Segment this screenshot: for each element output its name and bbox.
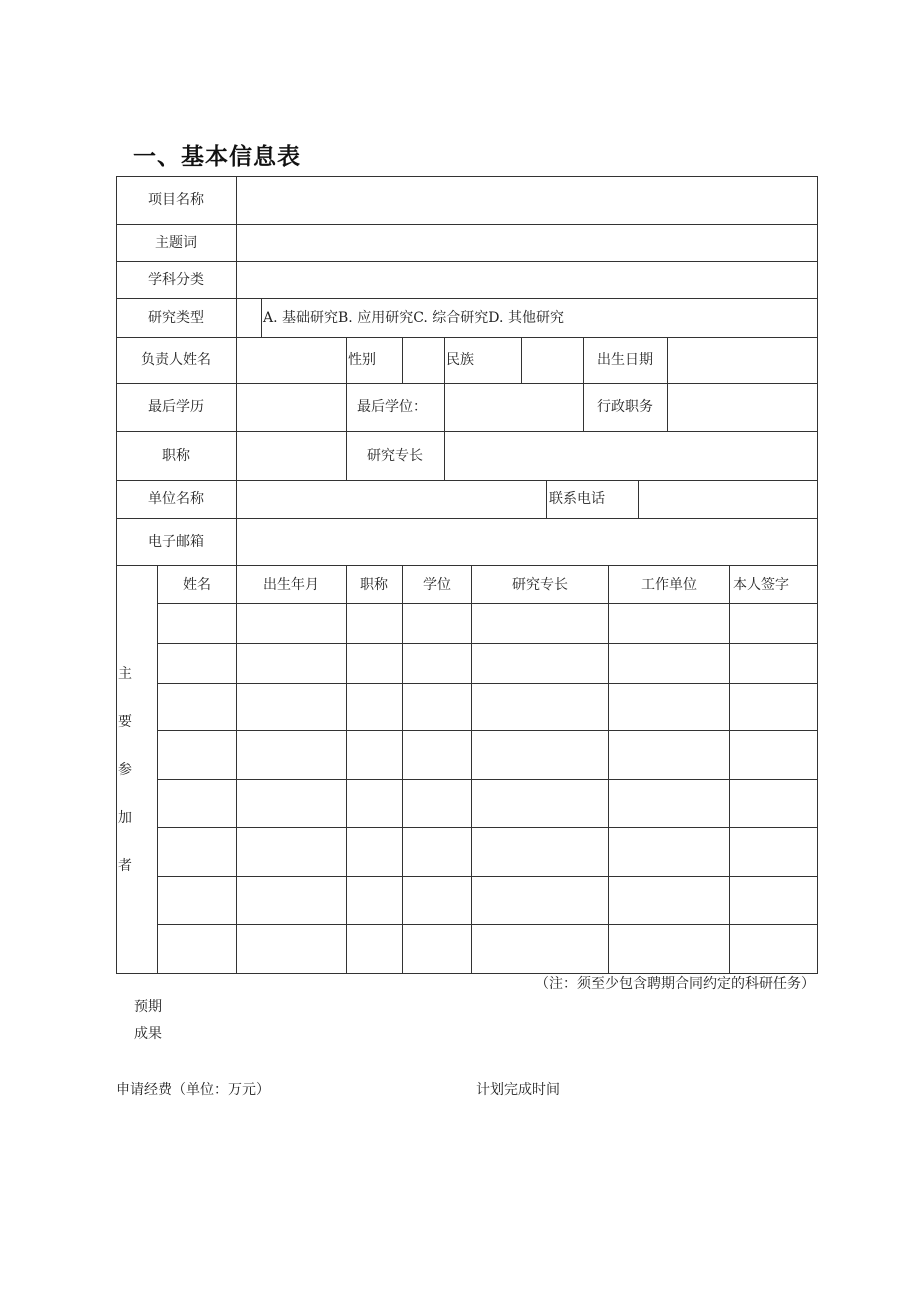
participants-label-char: 要 (118, 714, 132, 730)
email-input[interactable] (237, 519, 817, 565)
participants-label-char: 者 (118, 858, 132, 874)
research-type-options[interactable]: A. 基础研究B. 应用研究C. 综合研究D. 其他研究 (263, 310, 564, 326)
admin-position-input[interactable] (668, 384, 817, 431)
research-specialty-input[interactable] (445, 432, 817, 480)
contact-phone-input[interactable] (639, 481, 817, 518)
gender-input[interactable] (403, 338, 444, 383)
ethnicity-input[interactable] (522, 338, 583, 383)
discipline-input[interactable] (237, 262, 817, 298)
participants-table-body[interactable] (158, 604, 817, 973)
column-header-workplace: 工作单位 (641, 577, 697, 593)
leader-name-input[interactable] (237, 338, 346, 383)
organization-input[interactable] (237, 481, 546, 518)
planned-completion-label: 计划完成时间 (476, 1082, 560, 1098)
label-email: 电子邮箱 (148, 534, 204, 550)
label-organization: 单位名称 (148, 491, 204, 507)
column-header-degree: 学位 (423, 577, 451, 593)
participants-label-char: 加 (118, 810, 132, 826)
project-name-input[interactable] (237, 177, 817, 224)
label-contact-phone: 联系电话 (549, 491, 605, 507)
label-birth-date: 出生日期 (597, 352, 653, 368)
column-header-name: 姓名 (183, 577, 211, 593)
column-header-signature: 本人签字 (733, 577, 789, 593)
label-final-education: 最后学历 (148, 399, 204, 415)
column-header-specialty: 研究专长 (512, 577, 568, 593)
expected-results-label: 成果 (134, 1026, 162, 1042)
label-research-specialty: 研究专长 (367, 448, 423, 464)
page-title: 一、基本信息表 (133, 144, 301, 170)
column-header-title: 职称 (360, 577, 388, 593)
label-project-name: 项目名称 (148, 192, 204, 208)
label-professional-title: 职称 (162, 448, 190, 464)
final-degree-input[interactable] (445, 384, 583, 431)
label-ethnicity: 民族 (446, 352, 474, 368)
label-gender: 性别 (348, 352, 376, 368)
funding-label: 申请经费（单位：万元） (116, 1082, 270, 1098)
label-admin-position: 行政职务 (597, 399, 653, 415)
column-header-birth: 出生年月 (263, 577, 319, 593)
label-leader-name: 负责人姓名 (141, 352, 211, 368)
birth-date-input[interactable] (668, 338, 817, 383)
expected-results-label: 预期 (134, 999, 162, 1015)
participants-label-char: 主 (118, 666, 132, 682)
professional-title-input[interactable] (237, 432, 346, 480)
label-research-type: 研究类型 (148, 310, 204, 326)
participants-label-char: 参 (118, 762, 132, 778)
label-final-degree: 最后学位： (357, 399, 427, 415)
final-education-input[interactable] (237, 384, 346, 431)
note-text: （注：须至少包含聘期合同约定的科研任务） (535, 976, 815, 992)
label-discipline: 学科分类 (148, 272, 204, 288)
keywords-input[interactable] (237, 225, 817, 261)
label-keywords: 主题词 (155, 235, 197, 251)
